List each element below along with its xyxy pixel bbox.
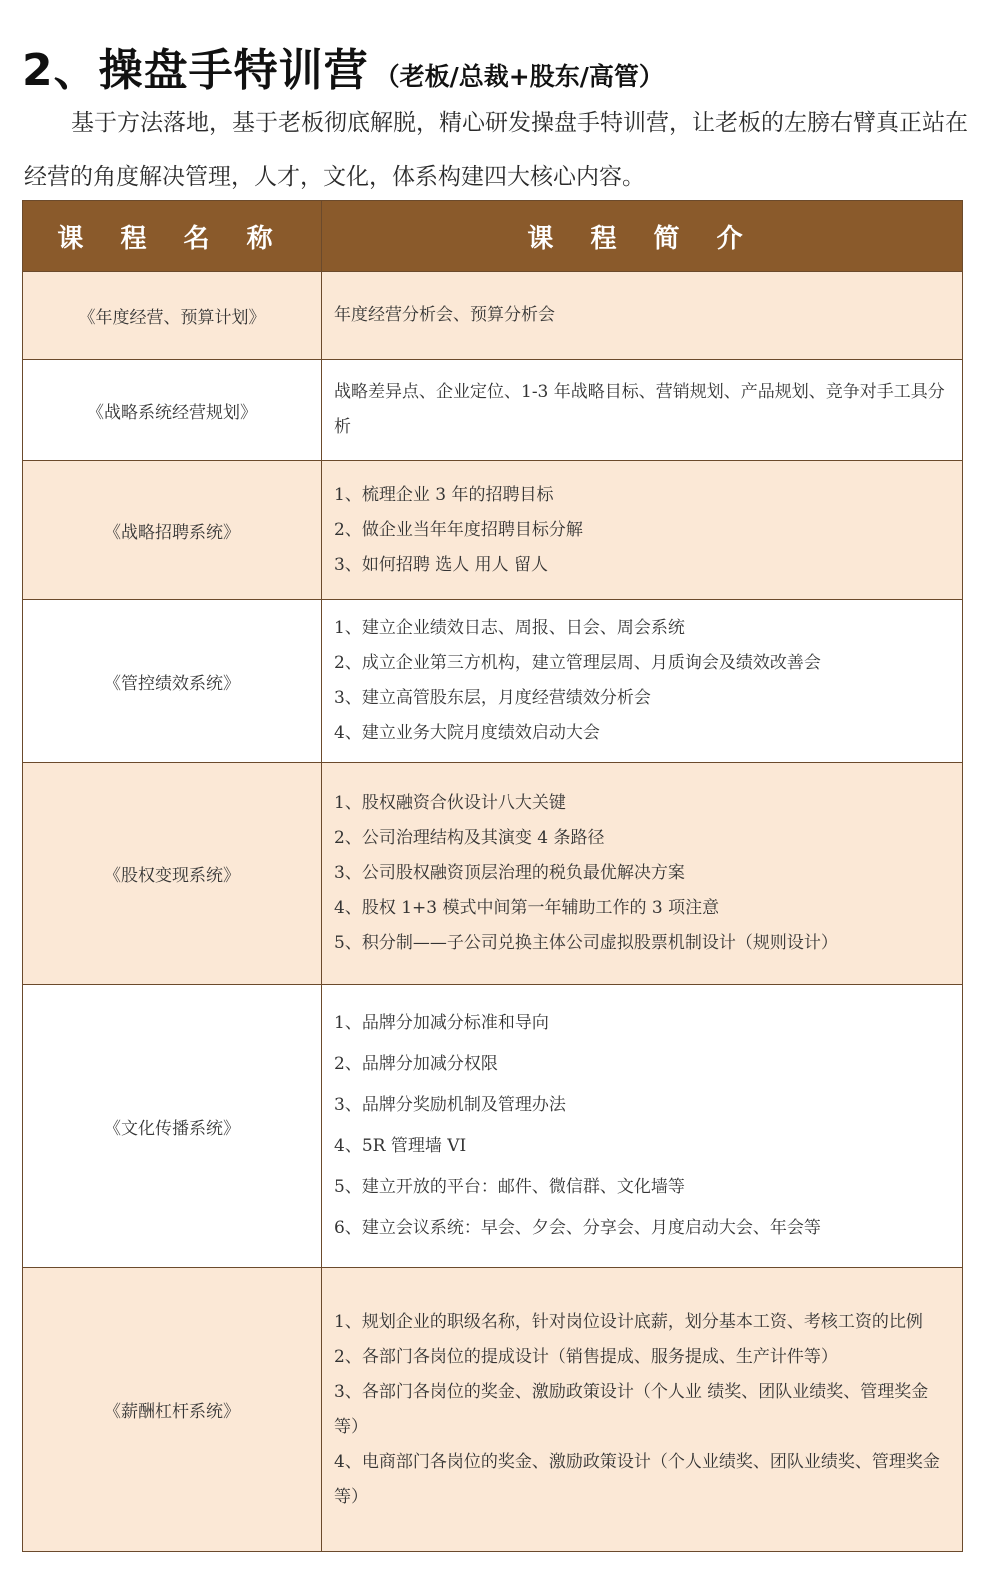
desc-line: 3、公司股权融资顶层治理的税负最优解决方案 bbox=[334, 863, 685, 883]
desc-line: 1、股权融资合伙设计八大关键 bbox=[334, 793, 566, 813]
desc-line: 3、品牌分奖励机制及管理办法 bbox=[334, 1095, 566, 1115]
course-name: 《管控绩效系统》 bbox=[23, 600, 322, 763]
desc-line: 2、各部门各岗位的提成设计（销售提成、服务提成、生产计件等） bbox=[334, 1346, 838, 1367]
table-row bbox=[23, 763, 963, 985]
title-subtitle: （老板/总裁+股东/高管） bbox=[374, 62, 664, 91]
course-name: 《股权变现系统》 bbox=[23, 763, 322, 985]
desc-line: 2、品牌分加减分权限 bbox=[334, 1054, 498, 1074]
section-title bbox=[22, 34, 664, 94]
table-row bbox=[23, 272, 963, 360]
desc-line: 2、成立企业第三方机构，建立管理层周、月质询会及绩效改善会 bbox=[334, 653, 821, 673]
desc-line: 战略差异点、企业定位、1-3 年战略目标、营销规划、产品规划、竞争对手工具分析 bbox=[334, 382, 945, 437]
desc-line: 年度经营分析会、预算分析会 bbox=[334, 305, 555, 325]
header-course-name: 课 程 名 称 bbox=[23, 201, 322, 272]
desc-line: 3、建立高管股东层，月度经营绩效分析会 bbox=[334, 688, 651, 708]
desc-line: 1、规划企业的职级名称，针对岗位设计底薪，划分基本工资、考核工资的比例 bbox=[334, 1311, 923, 1332]
course-name: 《年度经营、预算计划》 bbox=[23, 272, 322, 360]
desc-line: 2、公司治理结构及其演变 4 条路径 bbox=[334, 828, 605, 848]
course-desc bbox=[322, 1268, 963, 1552]
desc-line: 4、股权 1+3 模式中间第一年辅助工作的 3 项注意 bbox=[334, 898, 720, 918]
desc-line: 2、做企业当年年度招聘目标分解 bbox=[334, 519, 583, 540]
table-row bbox=[23, 600, 963, 763]
table-row bbox=[23, 461, 963, 600]
course-desc bbox=[322, 461, 963, 600]
desc-line: 1、建立企业绩效日志、周报、日会、周会系统 bbox=[334, 618, 685, 638]
desc-line: 3、各部门各岗位的奖金、激励政策设计（个人业 绩奖、团队业绩奖、管理奖金等） bbox=[334, 1381, 929, 1437]
intro-paragraph: 基于方法落地，基于老板彻底解脱，精心研发操盘手特训营，让老板的左膀右臂真正站在经营的角度解决管理，人才，文化，体系构建四大核心内容。 bbox=[24, 110, 968, 190]
course-desc bbox=[322, 272, 963, 360]
table-header-row bbox=[23, 201, 963, 272]
desc-line: 3、如何招聘 选人 用人 留人 bbox=[334, 554, 549, 575]
table-row bbox=[23, 1268, 963, 1552]
course-name: 《战略系统经营规划》 bbox=[23, 360, 322, 461]
course-desc bbox=[322, 985, 963, 1268]
course-name: 《薪酬杠杆系统》 bbox=[23, 1268, 322, 1552]
desc-line: 4、电商部门各岗位的奖金、激励政策设计（个人业绩奖、团队业绩奖、管理奖金等） bbox=[334, 1451, 940, 1507]
table-row bbox=[23, 985, 963, 1268]
header-course-desc: 课 程 简 介 bbox=[322, 201, 963, 272]
course-desc bbox=[322, 600, 963, 763]
course-table bbox=[22, 200, 963, 1552]
desc-line: 5、建立开放的平台：邮件、微信群、文化墙等 bbox=[334, 1177, 685, 1197]
title-main: 2、操盘手特训营 bbox=[22, 45, 369, 96]
desc-line: 4、5R 管理墙 VI bbox=[334, 1136, 467, 1156]
table-row bbox=[23, 360, 963, 461]
desc-line: 5、积分制——子公司兑换主体公司虚拟股票机制设计（规则设计） bbox=[334, 933, 838, 953]
course-name: 《文化传播系统》 bbox=[23, 985, 322, 1268]
course-desc bbox=[322, 360, 963, 461]
desc-line: 4、建立业务大院月度绩效启动大会 bbox=[334, 723, 600, 743]
desc-line: 1、梳理企业 3 年的招聘目标 bbox=[334, 484, 554, 505]
desc-line: 6、建立会议系统：早会、夕会、分享会、月度启动大会、年会等 bbox=[334, 1218, 821, 1238]
course-desc bbox=[322, 763, 963, 985]
desc-line: 1、品牌分加减分标准和导向 bbox=[334, 1013, 549, 1033]
course-name: 《战略招聘系统》 bbox=[23, 461, 322, 600]
